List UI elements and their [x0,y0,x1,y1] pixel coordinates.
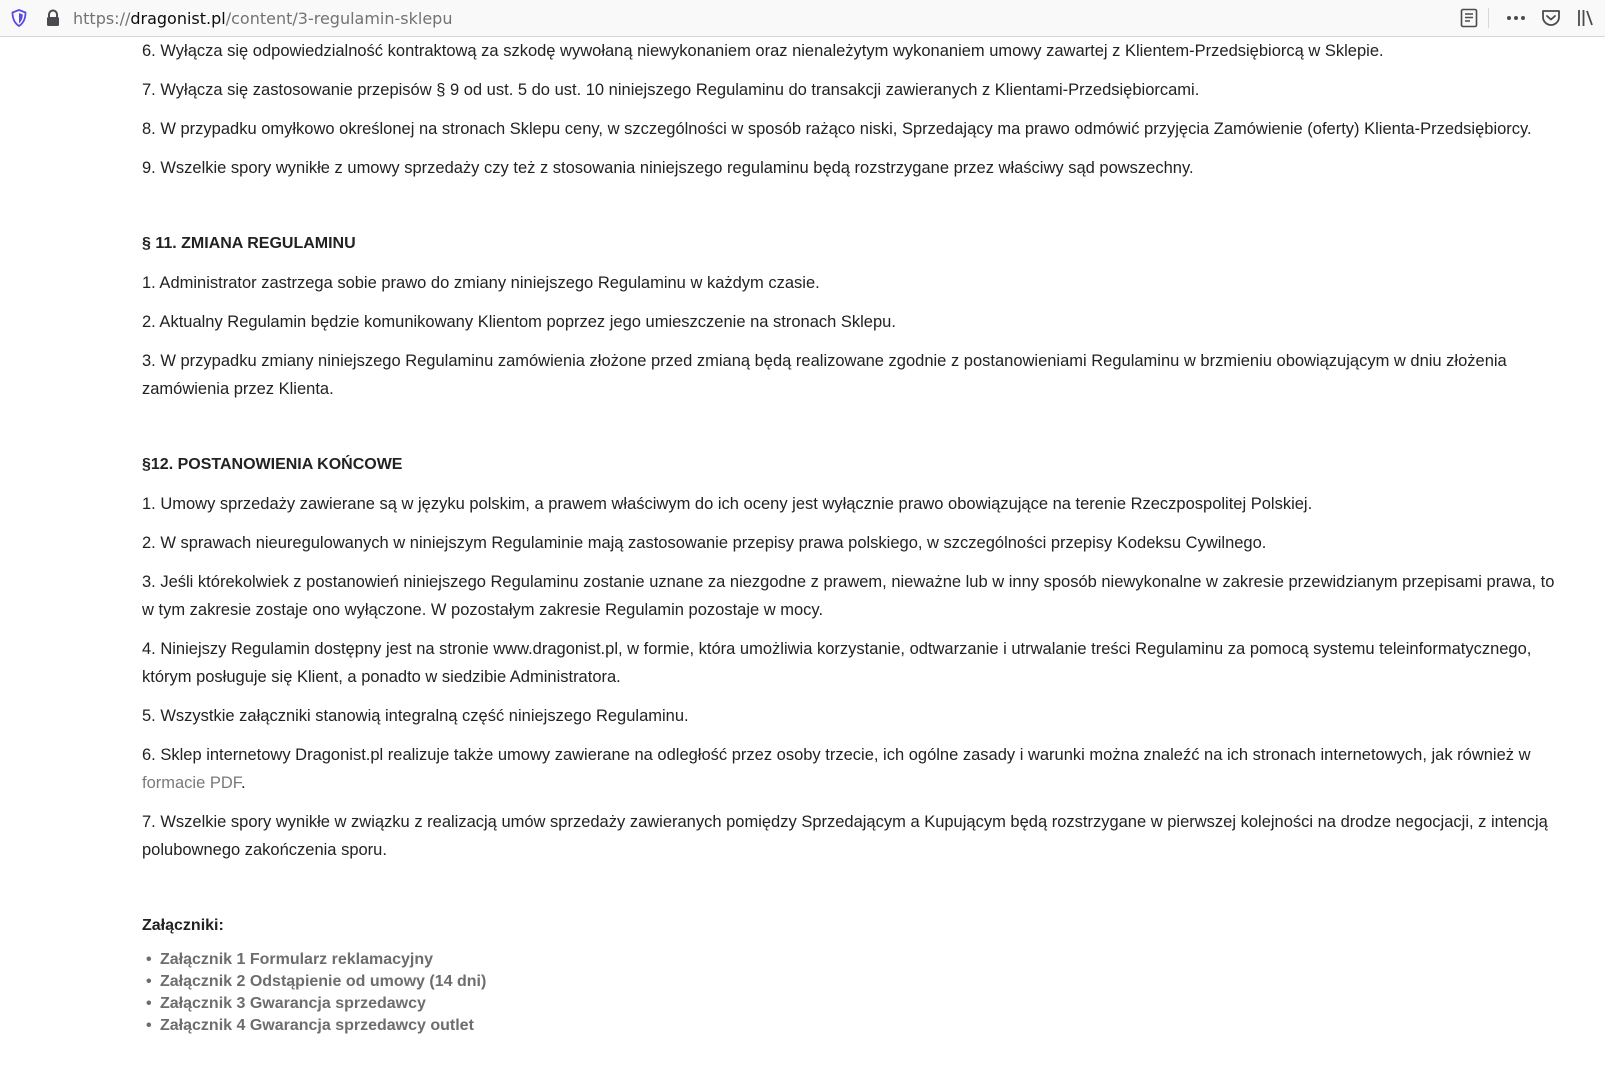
library-icon[interactable] [1575,7,1597,29]
section12-item-1: 1. Umowy sprzedaży zawierane są w języku polskim, a prawem właściwym do ich oceny jest wyłącznie prawo obowiązujące na terenie Rzeczpospolitej Polskiej. [142,495,1313,513]
attachment-link-4[interactable]: • Załącznik 4 Gwarancja sprzedawcy outlet [142,1015,1562,1037]
pdf-format-link[interactable]: formacie PDF [142,774,242,792]
section10-item-6: 6. Wyłącza się odpowiedzialność kontraktową za szkodę wywołaną niewykonaniem oraz nienależytym wykonaniem umowy zawartej z Klientem-Przedsiębiorcą w Sklepie. [142,42,1384,60]
attachment-link-2[interactable]: • Załącznik 2 Odstąpienie od umowy (14 dni) [142,971,1562,993]
section12-item-7: 7. Wszelkie spory wynikłe w związku z realizacją umów sprzedaży zawieranych pomiędzy Sprzedającym a Kupującym będą rozstrzygane w pierwszej kolejności na drodze negocjacji, z intencją polubownego zakończenia sporu. [142,813,1548,859]
attachment-link-1[interactable]: • Załącznik 1 Formularz reklamacyjny [142,949,1562,971]
section12-item-6 [142,741,1562,797]
attachments-heading: Załączniki: [142,917,224,934]
section10-item-7: 7. Wyłącza się zastosowanie przepisów § 9 od ust. 5 do ust. 10 niniejszego Regulaminu do transakcji zawieranych z Klientami-Przedsiębiorcami. [142,81,1200,99]
section11-heading: § 11. ZMIANA REGULAMINU [142,235,356,252]
page-actions-icon[interactable] [1505,7,1527,29]
url-field[interactable] [73,9,452,29]
section11-item-1: 1. Administrator zastrzega sobie prawo do zmiany niniejszego Regulaminu w każdym czasie. [142,274,820,292]
url-scheme: https:// [73,9,131,28]
toolbar-separator [1488,8,1489,28]
section12-item-5: 5. Wszystkie załączniki stanowią integralną część niniejszego Regulaminu. [142,707,689,725]
pocket-icon[interactable] [1540,7,1562,29]
attachment-link-3[interactable]: • Załącznik 3 Gwarancja sprzedawcy [142,993,1562,1015]
reader-view-icon[interactable] [1458,7,1480,29]
browser-toolbar [0,0,1605,37]
attachments-list [142,949,1562,1037]
section12-heading: §12. POSTANOWIENIA KOŃCOWE [142,456,403,473]
lock-icon[interactable] [44,8,62,28]
section10-item-9: 9. Wszelkie spory wynikłe z umowy sprzedaży czy też z stosowania niniejszego regulaminu będą rozstrzygane przez właściwy sąd powszechny. [142,159,1194,177]
url-path: /content/3-regulamin-sklepu [225,9,453,28]
url-host: dragonist.pl [130,9,226,28]
tracking-protection-icon[interactable] [9,8,29,28]
page-content [142,37,1562,1037]
section11-item-3: 3. W przypadku zmiany niniejszego Regulaminu zamówienia złożone przed zmianą będą realizowane zgodnie z postanowieniami Regulaminu w brzmieniu obowiązującym w dniu złożenia zamówienia przez Klienta. [142,352,1507,398]
section12-item-3: 3. Jeśli którekolwiek z postanowień niniejszego Regulaminu zostanie uznane za niezgodne z prawem, nieważne lub w inny sposób niewykonalne w zakresie przewidzianym przepisami prawa, to w tym zakresie zostaje ono wyłączone. W pozostałym zakresie Regulamin pozostaje w mocy. [142,573,1555,619]
section12-item-6-suffix: . [241,774,246,792]
section12-item-6-text: 6. Sklep internetowy Dragonist.pl realizuje także umowy zawierane na odległość przez osoby trzecie, ich ogólne zasady i warunki można znaleźć na ich stronach internetowych, jak również w [142,746,1531,764]
section12-item-2: 2. W sprawach nieuregulowanych w niniejszym Regulaminie mają zastosowanie przepisy prawa polskiego, w szczególności przepisy Kodeksu Cywilnego. [142,534,1267,552]
section12-item-4: 4. Niniejszy Regulamin dostępny jest na stronie www.dragonist.pl, w formie, która umożliwia korzystanie, odtwarzanie i utrwalanie treści Regulaminu za pomocą systemu teleinformatycznego, którym posługuje się Klient, a ponadto w siedzibie Administratora. [142,640,1532,686]
section11-item-2: 2. Aktualny Regulamin będzie komunikowany Klientom poprzez jego umieszczenie na stronach Sklepu. [142,313,896,331]
section10-item-8: 8. W przypadku omyłkowo określonej na stronach Sklepu ceny, w szczególności w sposób rażąco niski, Sprzedający ma prawo odmówić przyjęcia Zamówienie (oferty) Klienta-Przedsiębiorcy. [142,120,1532,138]
